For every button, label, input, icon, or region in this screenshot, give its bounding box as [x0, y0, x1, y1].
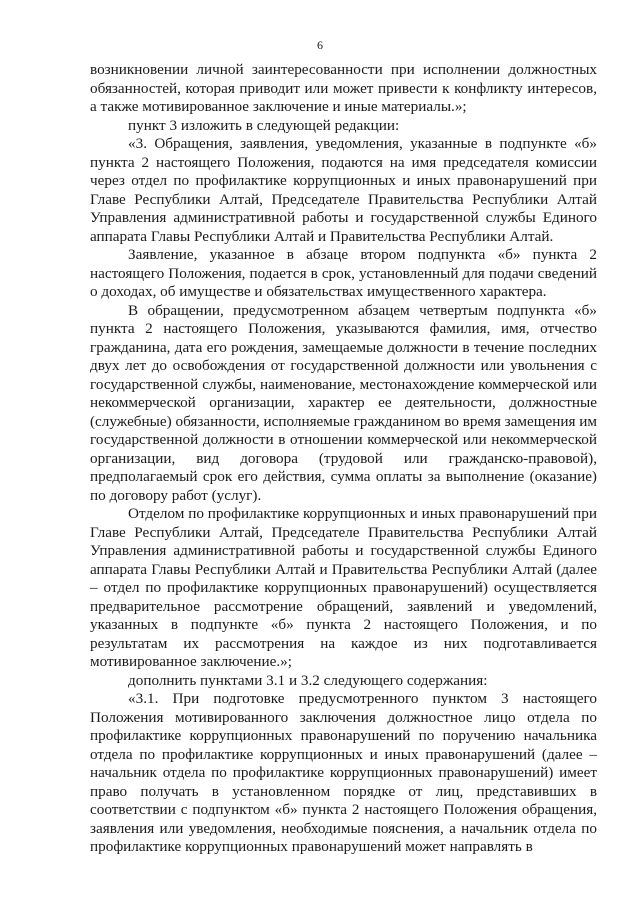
paragraph-amendment-point-3: пункт 3 изложить в следующей редакции: — [128, 116, 400, 134]
page-number: 6 — [317, 38, 323, 52]
paragraph-preliminary-review: Отделом по профилактике коррупционных и иных правонарушений при Главе Республики Алтай, Председателе Правительства Республики Алтай Управления административной работы и государственной службы Единого аппарата Главы Республики Алтай и Правительства Республики Алтай (далее – отдел по профилактике коррупционных правонарушений) осуществляется предварительное рассмотрение обращений, заявлений и уведомлений, указанных в подпункте «б» пункта 2 настоящего Положения, и по результатам их рассмотрения на каждое из них подготавливается мотивированное заключение.»; — [90, 505, 597, 670]
paragraph-point-3-1: «3.1. При подготовке предусмотренного пунктом 3 настоящего Положения мотивированного заключения должностное лицо отдела по профилактике коррупционных правонарушений по поручению начальника отдела по профилактике коррупционных и иных правонарушений (далее – начальник отдела по профилактике коррупционных правонарушений) имеет право получать в установленном порядке от лиц, представивших в соответствии с подпунктом «б» пункта 2 настоящего Положения обращения, заявления или уведомления, необходимые пояснения, а начальник отдела по профилактике коррупционных правонарушений может направлять в — [90, 690, 597, 855]
paragraph-statement-deadline: Заявление, указанное в абзаце втором подпункта «б» пункта 2 настоящего Положения, подается в срок, установленный для подачи сведений о доходах, об имуществе и обязательствах имущественного характера. — [90, 246, 597, 300]
paragraph-add-points: дополнить пунктами 3.1 и 3.2 следующего содержания: — [128, 671, 488, 689]
paragraph-appeal-contents: В обращении, предусмотренном абзацем четвертым подпункта «б» пункта 2 настоящего Положения, указываются фамилия, имя, отчество гражданина, дата его рождения, замещаемые должности в течение последних двух лет до освобождения от государственной должности или увольнения с государственной службы, наименование, местонахождение коммерческой или некоммерческой организации, характер ее деятельности, должностные (служебные) обязанности, исполняемые гражданином во время замещения им государственной должности в отношении коммерческой или некоммерческой организации, вид договора (трудовой или гражданско-правовой), предполагаемый срок его действия, сумма оплаты за выполнение (оказание) по договору работ (услуг). — [90, 301, 597, 504]
document-body — [90, 61, 597, 857]
paragraph-point-3: «3. Обращения, заявления, уведомления, указанные в подпункте «б» пункта 2 настоящего Положения, подаются на имя председателя комиссии через отдел по профилактике коррупционных и иных правонарушений при Главе Республики Алтай, Председателе Правительства Республики Алтай Управления административной работы и государственной службы Единого аппарата Главы Республики Алтай и Правительства Республики Алтай. — [90, 135, 597, 245]
paragraph-continuation: возникновении личной заинтересованности при исполнении должностных обязанностей, которая приводит или может привести к конфликту интересов, а также мотивированное заключение и иные материалы.»; — [90, 61, 597, 115]
